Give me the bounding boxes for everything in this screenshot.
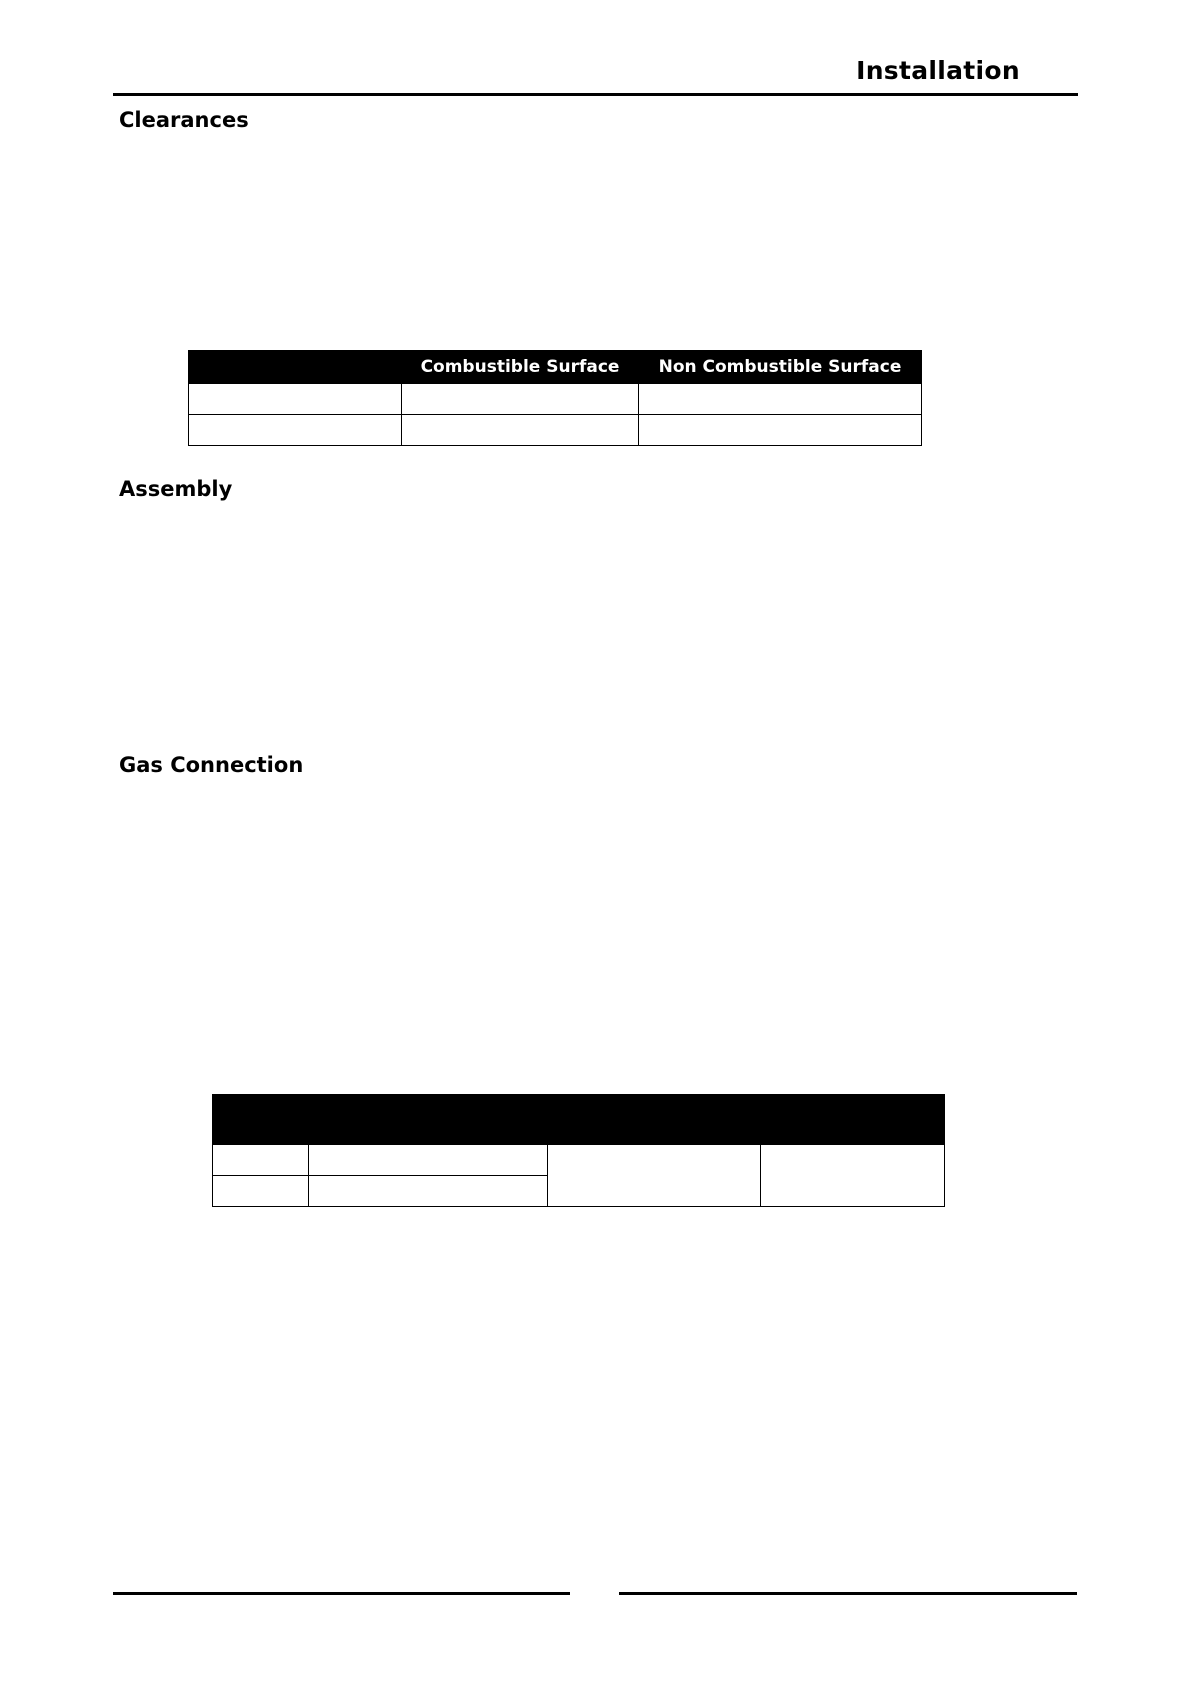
table-cell-merged (761, 1145, 945, 1207)
table-cell (639, 384, 922, 415)
table-row (189, 415, 922, 446)
table-header-cell (309, 1095, 548, 1145)
clearances-heading: Clearances (119, 108, 249, 132)
header-rule (113, 93, 1078, 96)
footer-rule-right (619, 1592, 1077, 1595)
table-header-cell (761, 1095, 945, 1145)
table-header-cell: Non Combustible Surface (639, 351, 922, 384)
footer-rule-left (113, 1592, 570, 1595)
table-header-cell (189, 351, 402, 384)
table-row (213, 1145, 945, 1176)
table-header-row (213, 1095, 945, 1145)
table-cell (189, 384, 402, 415)
table-cell (189, 415, 402, 446)
table-cell (309, 1176, 548, 1207)
table-header-cell (213, 1095, 309, 1145)
table-cell (402, 384, 639, 415)
table-header-cell (548, 1095, 761, 1145)
page-title: Installation (856, 56, 1020, 85)
table-row (189, 384, 922, 415)
table-cell (309, 1145, 548, 1176)
table-header-row (189, 351, 922, 384)
table-cell (213, 1176, 309, 1207)
table-header-cell: Combustible Surface (402, 351, 639, 384)
table-cell (639, 415, 922, 446)
gas-connection-table (212, 1094, 945, 1207)
clearances-table (188, 350, 922, 446)
table-cell (402, 415, 639, 446)
table-cell-merged (548, 1145, 761, 1207)
gas-connection-heading: Gas Connection (119, 753, 304, 777)
table-cell (213, 1145, 309, 1176)
assembly-heading: Assembly (119, 477, 233, 501)
